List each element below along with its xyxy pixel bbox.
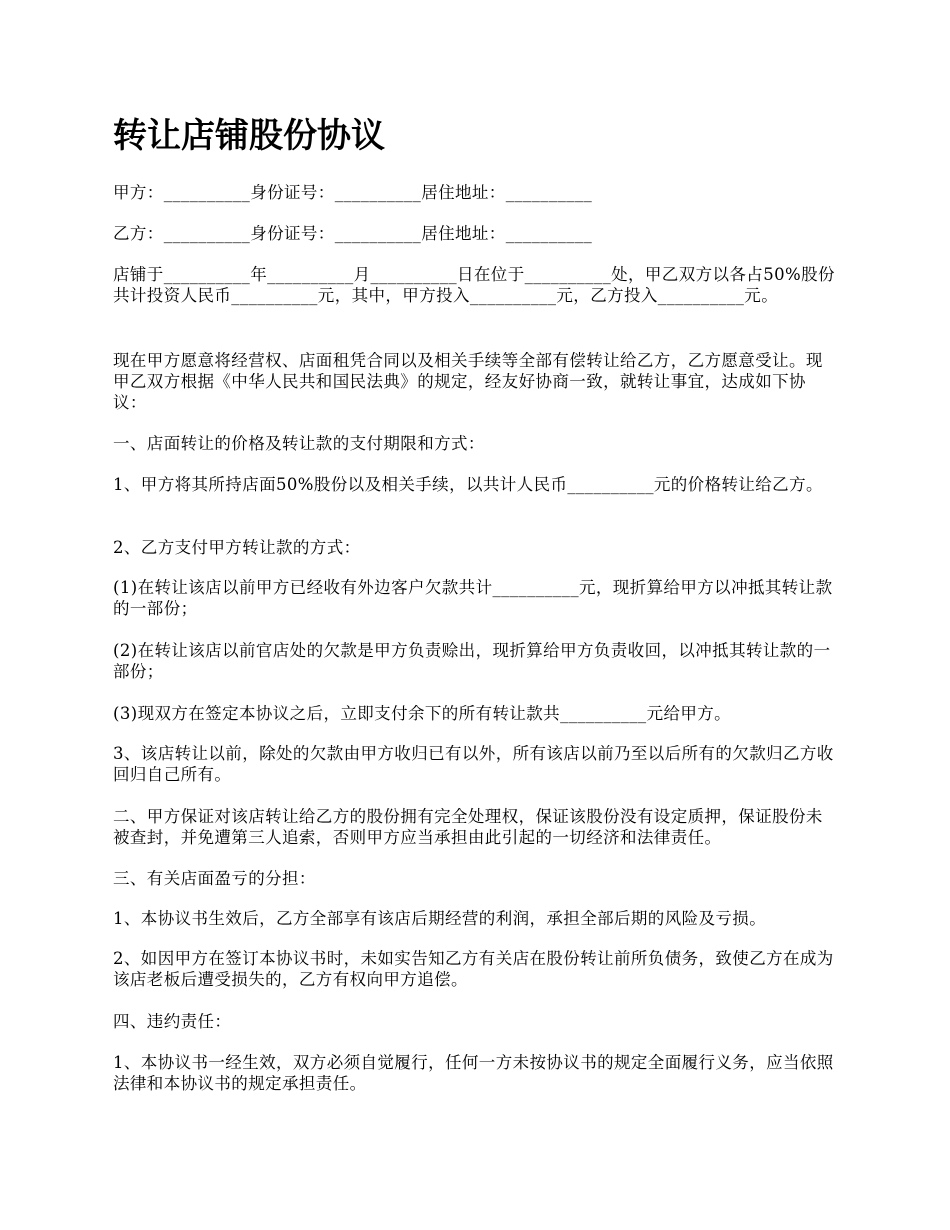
- paragraph-clause-1-2: 2、乙方支付甲方转让款的方式：: [113, 538, 361, 557]
- paragraph-clause-3-2: 2、如因甲方在签订本协议书时，未如实告知乙方有关店在股份转让前所负债务，致使乙方在成为该店老板后遭受损失的，乙方有权向甲方追偿。: [113, 949, 834, 989]
- section-heading-3: 三、有关店面盈亏的分担：: [113, 869, 316, 888]
- paragraph-party-a: 甲方：__________身份证号：__________居住地址：__________: [113, 183, 593, 202]
- paragraph-clause-1-2-2: (2)在转让该店以前官店处的欠款是甲方负责赊出，现折算给甲方负责收回，以冲抵其转让款的一部份；: [113, 641, 831, 681]
- document-title: 转让店铺股份协议: [113, 116, 385, 156]
- paragraph-clause-1-2-1: (1)在转让该店以前甲方已经收有外边客户欠款共计__________元，现折算给甲方以冲抵其转让款的一部份；: [113, 578, 833, 618]
- paragraph-clause-1-3: 3、该店转让以前，除处的欠款由甲方收归已有以外，所有该店以前乃至以后所有的欠款归乙方收回归自己所有。: [113, 744, 834, 784]
- paragraph-clause-1-2-3: (3)现双方在签定本协议之后，立即支付余下的所有转让款共__________元给甲方。: [113, 704, 732, 723]
- paragraph-intent: 现在甲方愿意将经营权、店面租凭合同以及相关手续等全部有偿转让给乙方，乙方愿意受让。现甲乙双方根据《中华人民共和国民法典》的规定，经友好协商一致，就转让事宜，达成如下协议：: [113, 351, 823, 412]
- section-heading-2: 二、甲方保证对该店转让给乙方的股份拥有完全处理权，保证该股份没有设定质押，保证股份未被查封，并免遭第三人追索，否则甲方应当承担由此引起的一切经济和法律责任。: [113, 807, 823, 847]
- paragraph-store-investment: 店铺于__________年__________月__________日在位于__________处，甲乙双方以各占50%股份共计投资人民币__________元，其中，甲方投入__________元，乙方投入__________元。: [113, 265, 835, 305]
- paragraph-clause-4-1: 1、本协议书一经生效，双方必须自觉履行，任何一方未按协议书的规定全面履行义务，应当依照法律和本协议书的规定承担责任。: [113, 1053, 834, 1093]
- section-heading-4: 四、违约责任：: [113, 1012, 232, 1031]
- paragraph-clause-1-1: 1、甲方将其所持店面50%股份以及相关手续，以共计人民币__________元的价格转让给乙方。: [113, 475, 823, 494]
- paragraph-clause-3-1: 1、本协议书生效后，乙方全部享有该店后期经营的利润，承担全部后期的风险及亏损。: [113, 909, 767, 928]
- paragraph-party-b: 乙方：__________身份证号：__________居住地址：__________: [113, 224, 593, 243]
- section-heading-1: 一、店面转让的价格及转让款的支付期限和方式：: [113, 434, 485, 453]
